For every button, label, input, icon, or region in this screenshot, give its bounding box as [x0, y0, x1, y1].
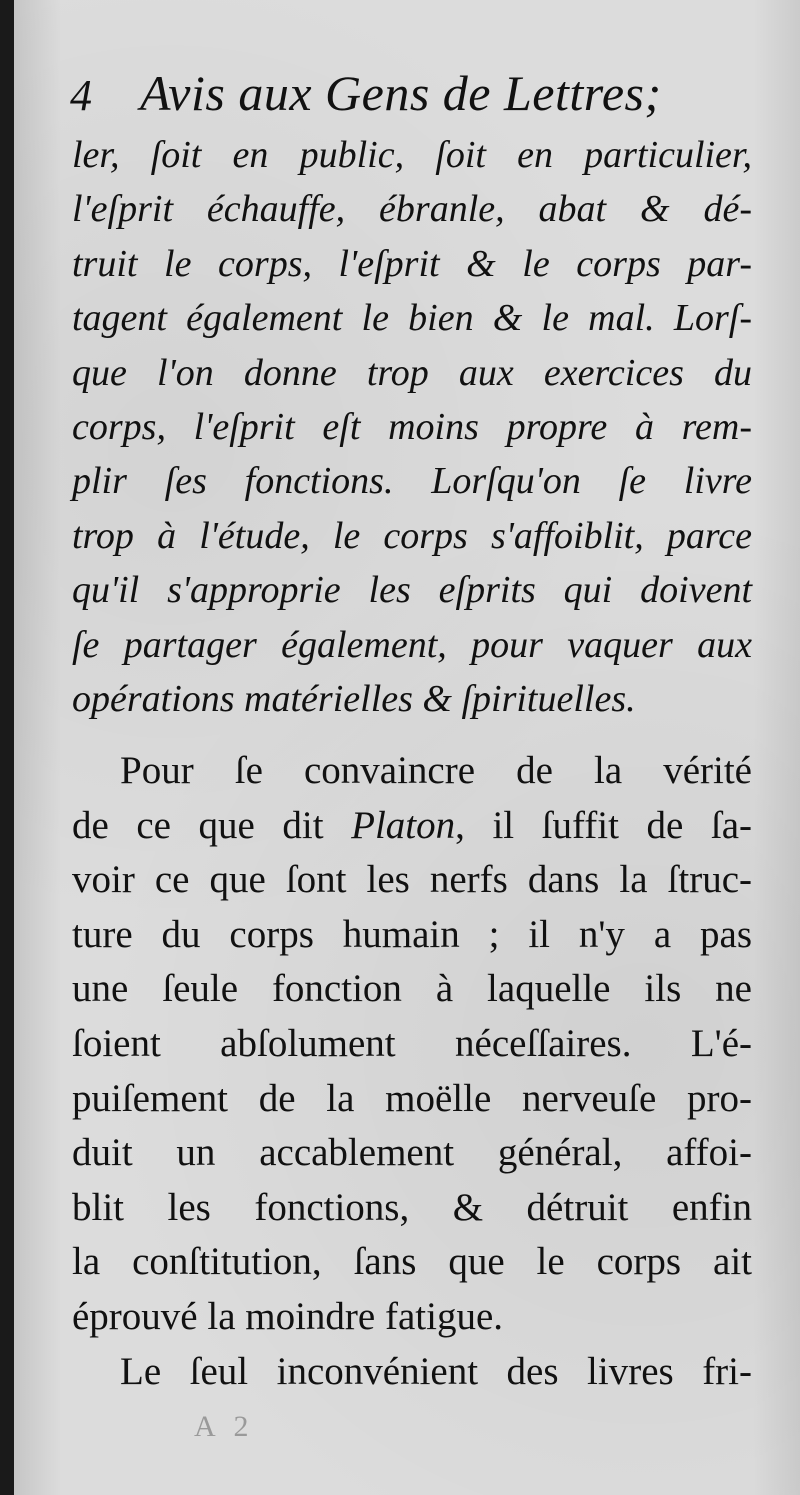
text-line: duit un accablement général, affoi-	[72, 1131, 752, 1175]
signature-mark: A 2	[194, 1410, 255, 1443]
italic-paragraph	[72, 128, 752, 726]
text-line: une ſeule fonction à laquelle ils ne	[72, 967, 752, 1011]
text-line: éprouvé la moindre fatigue.	[72, 1294, 503, 1338]
text-line: Le ſeul inconvénient des livres fri-	[120, 1349, 752, 1393]
roman-paragraph	[72, 744, 752, 1399]
text-line: que l'on donne trop aux exercices du	[72, 351, 752, 394]
text-line: la conſtitution, ſans que le corps ait	[72, 1240, 752, 1284]
book-page	[14, 0, 800, 1495]
author-name: Platon	[351, 803, 456, 847]
text-line: tagent également le bien & le mal. Lorſ-	[72, 297, 752, 340]
text-line: l'eſprit échauffe, ébranle, abat & dé-	[72, 188, 752, 231]
text-line: voir ce que ſont les nerfs dans la ſtruc-	[72, 858, 752, 902]
text-span: , il ſuffit de ſa-	[455, 803, 752, 847]
text-line: corps, l'eſprit eſt moins propre à rem-	[72, 405, 752, 448]
text-line: opérations matérielles & ſpirituelles.	[72, 677, 636, 720]
text-line: ler, ſoit en public, ſoit en particulier,	[72, 134, 752, 176]
text-line: ture du corps humain ; il n'y a pas	[72, 912, 752, 956]
text-line: qu'il s'approprie les eſprits qui doivent	[72, 569, 752, 612]
text-line: Pour ſe convaincre de la vérité	[120, 749, 752, 792]
text-line	[72, 799, 752, 854]
text-line: plir ſes fonctions. Lorſqu'on ſe livre	[72, 460, 752, 503]
text-line: truit le corps, l'eſprit & le corps par-	[72, 242, 752, 285]
text-line: puiſement de la moëlle nerveuſe pro-	[72, 1076, 752, 1120]
text-span: de ce que dit	[72, 803, 324, 847]
text-line: ſoient abſolument néceſſaires. L'é-	[72, 1021, 752, 1065]
page-number: 4	[70, 71, 92, 120]
text-line: blit les fonctions, & détruit enfin	[72, 1185, 752, 1229]
text-line: trop à l'étude, le corps s'affoiblit, parce	[72, 514, 752, 557]
text-line: ſe partager également, pour vaquer aux	[72, 623, 752, 666]
running-title: Avis aux Gens de Lettres;	[140, 65, 662, 121]
running-head	[70, 64, 662, 124]
